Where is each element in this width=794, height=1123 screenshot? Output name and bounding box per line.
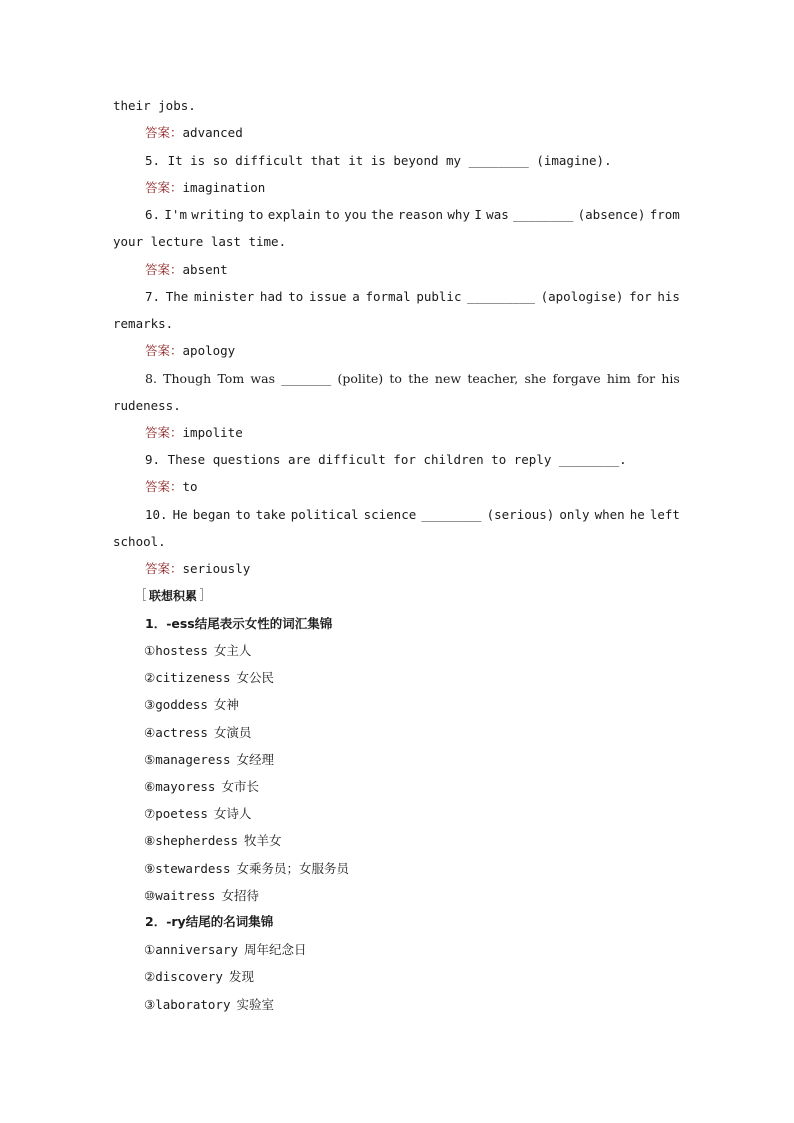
word: Tom xyxy=(217,371,245,386)
word: had xyxy=(259,289,283,304)
word: ________ xyxy=(421,507,482,522)
answer-label: 答案： xyxy=(145,180,183,195)
item-word: laboratory xyxy=(155,996,231,1012)
word: from xyxy=(649,207,680,222)
item-number: ⑥ xyxy=(144,779,156,794)
word: I xyxy=(474,207,482,222)
word: minister xyxy=(194,289,255,304)
vocab-item xyxy=(144,697,239,713)
word: the xyxy=(408,371,429,386)
vocab-item xyxy=(144,670,274,686)
word: 7. xyxy=(145,289,161,304)
word: ________ xyxy=(513,207,574,222)
word: (polite) xyxy=(337,371,384,386)
item-word: stewardess xyxy=(155,860,231,876)
vocab-item xyxy=(144,833,282,849)
q4-answer-line xyxy=(145,125,243,141)
word: a xyxy=(352,289,360,304)
q5-answer-line xyxy=(145,180,265,196)
answer-text: apology xyxy=(182,343,236,358)
item-meaning: 女演员 xyxy=(213,724,252,740)
answer-text: imagination xyxy=(182,180,266,195)
word: his xyxy=(661,371,680,386)
vocab-item xyxy=(144,643,251,659)
group-1-title-text: 1．-ess结尾表示女性的词汇集锦 xyxy=(145,616,333,631)
item-word: manageress xyxy=(155,751,231,767)
group-1-title xyxy=(145,616,332,632)
word: ________ xyxy=(281,371,332,386)
question-9: 9. These questions are difficult for children to reply ________. xyxy=(145,452,627,467)
bracket-right xyxy=(200,588,203,601)
answer-text: advanced xyxy=(182,125,243,140)
word: 8. xyxy=(145,371,157,386)
answer-text: impolite xyxy=(182,425,243,440)
answer-text: seriously xyxy=(182,561,251,576)
item-number: ⑦ xyxy=(144,806,156,822)
word: only xyxy=(559,507,590,522)
item-word: mayoress xyxy=(155,779,216,794)
word: to xyxy=(389,371,402,386)
group-2-title-text: 2．-ry结尾的名词集锦 xyxy=(145,914,274,929)
word: why xyxy=(447,207,470,222)
word: take xyxy=(255,507,286,522)
section-title-box xyxy=(143,588,203,604)
word: to xyxy=(324,207,340,222)
vocab-item xyxy=(144,861,349,877)
item-number: ④ xyxy=(144,724,156,740)
q10-answer-line xyxy=(145,561,250,577)
item-number: ① xyxy=(144,942,156,957)
word: reason xyxy=(397,207,444,222)
item-meaning: 女神 xyxy=(213,697,239,713)
word: began xyxy=(192,507,231,522)
item-meaning: 女招待 xyxy=(221,887,259,903)
q9-answer-line xyxy=(145,479,198,495)
item-meaning: 女公民 xyxy=(236,670,274,686)
item-meaning: 牧羊女 xyxy=(244,833,282,849)
item-meaning: 女市长 xyxy=(221,779,259,794)
question-7-line-2: remarks. xyxy=(113,316,174,331)
vocab-item xyxy=(144,942,307,958)
word: when xyxy=(594,507,625,522)
word: to xyxy=(235,507,251,522)
word: teacher, xyxy=(467,371,519,386)
vocab-item xyxy=(144,752,274,768)
item-word: shepherdess xyxy=(155,833,239,849)
question-5: 5. It is so difficult that it is beyond my ________ (imagine). xyxy=(145,153,612,168)
answer-label: 答案： xyxy=(145,125,183,140)
question-8-line-1 xyxy=(145,371,680,387)
vocab-item xyxy=(144,806,251,822)
word: (absence) xyxy=(577,207,646,222)
q7-answer-line xyxy=(145,343,235,359)
word: his xyxy=(657,289,680,304)
question-6-line-2: your lecture last time. xyxy=(113,234,287,249)
item-number: ① xyxy=(144,643,156,658)
word: him xyxy=(606,371,631,386)
word: science xyxy=(363,507,417,522)
bracket-left xyxy=(143,588,146,601)
word: the xyxy=(371,207,394,222)
word: (apologise) xyxy=(540,289,624,304)
q8-answer-line xyxy=(145,425,243,441)
item-meaning: 女主人 xyxy=(213,643,252,658)
answer-text: absent xyxy=(182,262,228,277)
vocab-item xyxy=(144,779,259,795)
section-title: 联想积累 xyxy=(149,589,198,603)
item-number: ⑧ xyxy=(144,833,156,849)
word: public xyxy=(416,289,462,304)
item-number: ② xyxy=(144,670,156,686)
word: to xyxy=(248,207,264,222)
word: was xyxy=(486,207,509,222)
question-10-line-2: school. xyxy=(113,534,166,549)
word: (serious) xyxy=(486,507,555,522)
item-word: goddess xyxy=(155,697,208,713)
item-number: ③ xyxy=(144,697,156,713)
vocab-item xyxy=(144,969,254,985)
word: was xyxy=(250,371,275,386)
answer-text: to xyxy=(182,479,198,494)
answer-label: 答案： xyxy=(145,561,183,576)
word: for xyxy=(636,371,656,386)
question-7-line-1 xyxy=(145,289,680,305)
word: explain xyxy=(267,207,321,222)
item-word: citizeness xyxy=(155,670,231,686)
word: to xyxy=(288,289,304,304)
item-meaning: 女经理 xyxy=(236,751,274,767)
word: I'm xyxy=(164,207,187,222)
answer-label: 答案： xyxy=(145,479,183,494)
item-word: discovery xyxy=(155,969,223,985)
item-meaning: 周年纪念日 xyxy=(244,942,307,957)
word: for xyxy=(629,289,652,304)
word: new xyxy=(434,371,462,386)
group-2-title xyxy=(145,914,273,930)
question-6-line-1 xyxy=(145,207,680,223)
word: left xyxy=(649,507,680,522)
word: he xyxy=(629,507,645,522)
word: 6. xyxy=(145,207,161,222)
item-word: anniversary xyxy=(155,942,239,957)
item-number: ⑨ xyxy=(144,860,156,876)
vocab-item xyxy=(144,888,259,904)
item-word: waitress xyxy=(155,887,216,903)
vocab-item xyxy=(144,997,274,1013)
word: The xyxy=(165,289,189,304)
word: forgave xyxy=(552,371,601,386)
answer-label: 答案： xyxy=(145,343,183,358)
word: 10. xyxy=(145,507,168,522)
question-8-line-2: rudeness. xyxy=(113,398,181,413)
word: issue xyxy=(308,289,347,304)
question-10-line-1 xyxy=(145,507,680,523)
word: you xyxy=(344,207,367,222)
answer-label: 答案： xyxy=(145,425,183,440)
item-word: hostess xyxy=(155,643,208,658)
item-meaning: 女乘务员；女服务员 xyxy=(236,860,349,876)
answer-label: 答案： xyxy=(145,262,183,277)
word: political xyxy=(290,507,359,522)
item-number: ② xyxy=(144,969,156,985)
item-number: ⑤ xyxy=(144,751,156,767)
q4-continuation: their jobs. xyxy=(113,98,196,113)
item-meaning: 实验室 xyxy=(236,996,274,1012)
item-number: ③ xyxy=(144,996,156,1012)
item-word: poetess xyxy=(155,806,208,822)
word: she xyxy=(524,371,547,386)
word: _________ xyxy=(467,289,535,304)
q6-answer-line xyxy=(145,262,228,278)
item-meaning: 发现 xyxy=(228,969,254,985)
item-number: ⑩ xyxy=(144,887,156,903)
item-meaning: 女诗人 xyxy=(213,806,252,822)
word: He xyxy=(172,507,188,522)
word: Though xyxy=(163,371,212,386)
item-word: actress xyxy=(155,724,208,740)
vocab-item xyxy=(144,725,251,741)
word: writing xyxy=(191,207,244,222)
word: formal xyxy=(365,289,411,304)
